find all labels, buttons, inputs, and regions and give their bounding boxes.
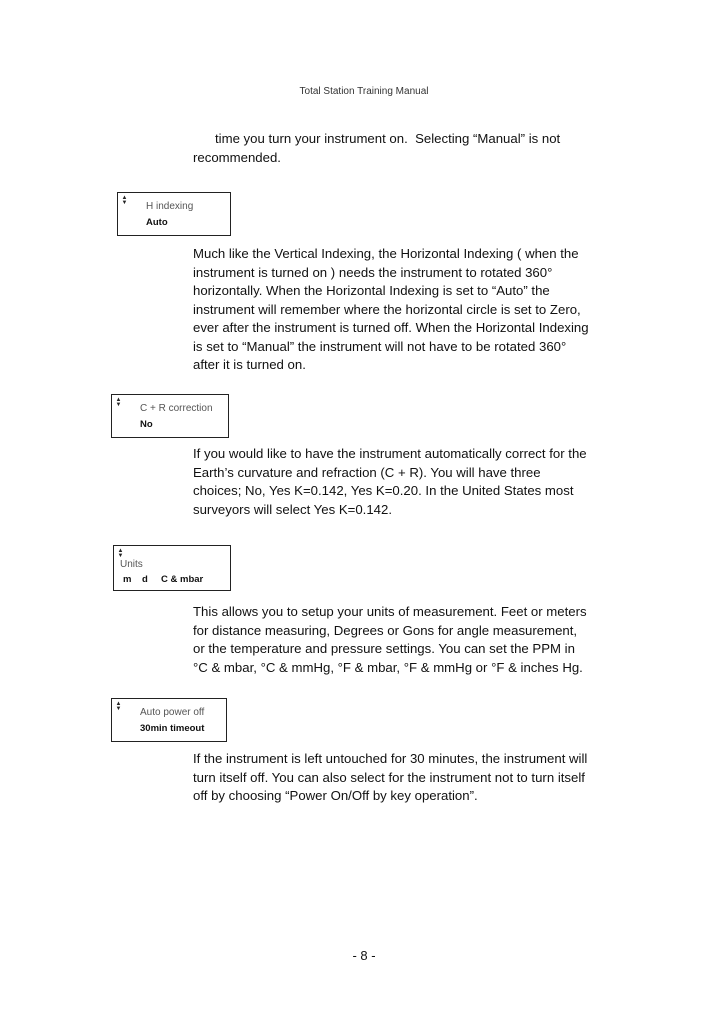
intro-paragraph <box>193 130 633 167</box>
text-line: Much like the Vertical Indexing, the Horizontal Indexing ( when the <box>193 246 579 261</box>
lcd-value: 30min timeout <box>140 723 205 734</box>
text-line: Earth’s curvature and refraction (C + R). You will have three <box>193 464 541 480</box>
text-line: This allows you to setup your units of measurement. Feet or meters <box>193 604 587 619</box>
lcd-title: Units <box>120 559 143 570</box>
text-line: after it is turned on. <box>193 357 306 372</box>
running-header: Total Station Training Manual <box>299 86 429 97</box>
lcd-display-cr-correction <box>111 394 229 438</box>
text-line: or the temperature and pressure settings. You can set the PPM in <box>193 641 575 656</box>
lcd-title: H indexing <box>146 201 194 212</box>
text-line: instrument will remember where the horizontal circle is set to Zero, <box>193 301 581 317</box>
text-line: off by choosing “Power On/Off by key operation”. <box>193 788 478 803</box>
text-line: horizontally. When the Horizontal Indexing is set to “Auto” the <box>193 283 550 298</box>
lcd-value: m d C & mbar <box>123 574 204 585</box>
cr-correction-paragraph <box>193 445 633 519</box>
lcd-display-units <box>113 545 231 591</box>
text-line: turn itself off. You can also select for the instrument not to turn itself <box>193 769 585 785</box>
h-indexing-paragraph <box>193 245 633 375</box>
lcd-title: Auto power off <box>140 707 205 718</box>
text-line: time you turn your instrument on. Selecting “Manual” is not <box>193 131 561 146</box>
text-line: °C & mbar, °C & mmHg, °F & mbar, °F & mmHg or °F & inches Hg. <box>193 659 583 675</box>
text-line: choices; No, Yes K=0.142, Yes K=0.20. In the United States most <box>193 483 574 498</box>
lcd-value: Auto <box>146 217 168 228</box>
up-down-arrows-icon: ▲ ▼ <box>115 397 122 408</box>
up-down-arrows-icon: ▲ ▼ <box>117 548 124 559</box>
units-paragraph <box>193 603 633 677</box>
text-line: recommended. <box>193 149 281 165</box>
text-line: surveyors will select Yes K=0.142. <box>193 501 393 517</box>
text-line: for distance measuring, Degrees or Gons for angle measurement, <box>193 622 578 638</box>
text-line: is set to “Manual” the instrument will not have to be rotated 360° <box>193 338 567 354</box>
page-number: - 8 - <box>352 948 376 963</box>
text-line: If you would like to have the instrument automatically correct for the <box>193 446 587 461</box>
lcd-title: C + R correction <box>140 403 213 414</box>
lcd-value: No <box>140 419 153 430</box>
up-down-arrows-icon: ▲ ▼ <box>115 701 122 712</box>
text-line: ever after the instrument is turned off. When the Horizontal Indexing <box>193 320 589 335</box>
auto-power-paragraph <box>193 750 633 806</box>
text-line: If the instrument is left untouched for 30 minutes, the instrument will <box>193 751 588 766</box>
lcd-display-h-indexing <box>117 192 231 236</box>
text-line: instrument is turned on ) needs the instrument to rotated 360° <box>193 264 553 280</box>
up-down-arrows-icon: ▲ ▼ <box>121 195 128 206</box>
lcd-display-auto-power-off <box>111 698 227 742</box>
